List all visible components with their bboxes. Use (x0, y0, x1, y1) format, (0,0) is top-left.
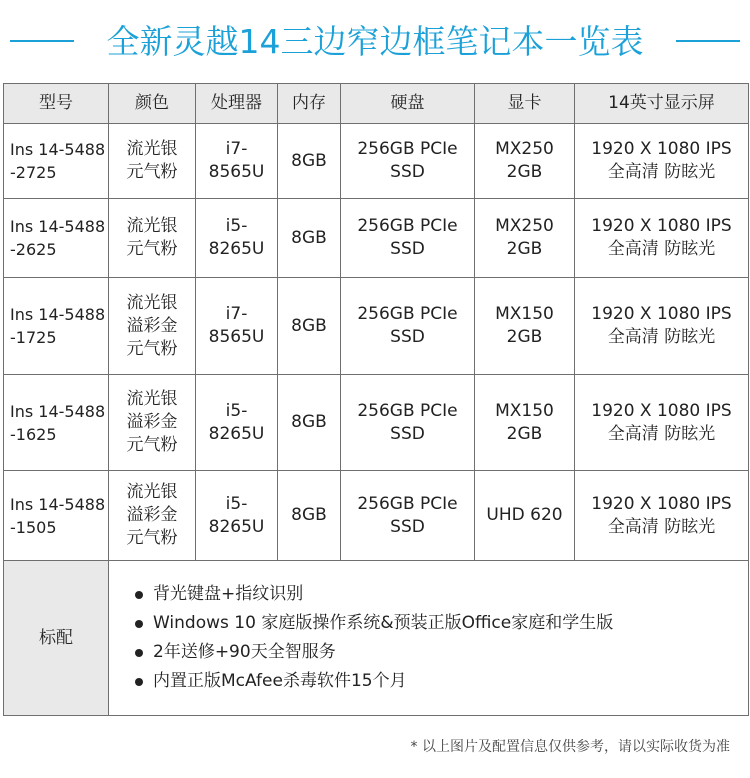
cell-gpu-line: UHD 620 (486, 505, 563, 525)
cell-model (4, 199, 109, 278)
list-item (133, 580, 748, 609)
cell-display-line: 全高清 防眩光 (607, 423, 716, 444)
cell-model-line: Ins 14-5488 (10, 217, 106, 236)
cell-color-line: 元气粉 (126, 435, 178, 455)
cell-gpu (475, 471, 575, 561)
cell-color-line: 流光银 (126, 389, 178, 409)
cell-display (575, 471, 749, 561)
cell-model-line: -2625 (10, 240, 57, 259)
cell-color (109, 199, 196, 278)
cell-cpu (196, 471, 278, 561)
table-row (4, 471, 749, 561)
cell-gpu-line: MX150 (495, 400, 554, 421)
table-row (4, 199, 749, 278)
list-item (133, 638, 748, 667)
spec-table (3, 83, 749, 716)
cell-ram (278, 375, 341, 471)
cell-display (575, 278, 749, 375)
cell-color-line: 流光银 (126, 292, 178, 313)
header-gpu: 显卡 (475, 84, 575, 124)
title-bar (0, 14, 750, 64)
bullet-icon (135, 620, 143, 628)
feature-text: 背光键盘+指纹识别 (153, 584, 304, 604)
footnote: * 以上图片及配置信息仅供参考，请以实际收货为准 (410, 739, 730, 755)
cell-disk-line: 256GB PCIe (357, 400, 458, 421)
cell-disk-line: 256GB PCIe (357, 493, 458, 514)
bullet-icon (135, 678, 143, 686)
cell-color-line: 元气粉 (126, 239, 178, 259)
feature-text: Windows 10 家庭版操作系统&预装正版Office家庭和学生版 (153, 613, 614, 633)
cell-display-line: 1920 X 1080 IPS (591, 216, 732, 236)
feature-text: 2年送修+90天全智服务 (153, 642, 336, 662)
cell-color-line: 流光银 (126, 216, 178, 236)
cell-disk-line: SSD (390, 516, 425, 537)
cell-color-line: 流光银 (126, 139, 178, 159)
list-item (133, 667, 748, 696)
cell-color-line: 元气粉 (126, 338, 178, 359)
cell-cpu-line: 8265U (208, 516, 265, 537)
cell-model (4, 124, 109, 199)
header-model: 型号 (4, 84, 109, 124)
cell-model-line: Ins 14-5488 (10, 305, 106, 324)
table-row (4, 278, 749, 375)
cell-color (109, 278, 196, 375)
cell-cpu-line: i7- (225, 139, 248, 159)
cell-gpu-line: 2GB (506, 327, 543, 347)
cell-disk (341, 124, 475, 199)
cell-display-line: 全高清 防眩光 (607, 516, 716, 537)
bullet-icon (135, 649, 143, 657)
cell-gpu-line: 2GB (506, 239, 543, 259)
cell-disk-line: 256GB PCIe (357, 139, 458, 159)
cell-ram-line: 8GB (291, 505, 327, 525)
header-ram: 内存 (278, 84, 341, 124)
cell-disk (341, 471, 475, 561)
cell-model (4, 375, 109, 471)
title-divider-left (10, 40, 74, 42)
header-display: 14英寸显示屏 (575, 84, 749, 124)
cell-display-line: 1920 X 1080 IPS (591, 400, 732, 421)
feature-text: 内置正版McAfee杀毒软件15个月 (153, 671, 407, 691)
cell-disk-line: SSD (390, 423, 425, 444)
page-title: 全新灵越14三边窄边框笔记本一览表 (106, 22, 644, 61)
standard-label: 标配 (4, 561, 109, 716)
cell-cpu-line: i7- (225, 304, 248, 324)
cell-color-line: 溢彩金 (126, 412, 178, 432)
cell-cpu-line: 8565U (208, 162, 265, 182)
cell-gpu (475, 199, 575, 278)
cell-display (575, 375, 749, 471)
cell-display-line: 1920 X 1080 IPS (591, 139, 732, 159)
cell-cpu-line: i5- (225, 400, 248, 421)
cell-gpu-line: MX150 (495, 304, 554, 324)
cell-display-line: 全高清 防眩光 (607, 327, 716, 347)
cell-disk-line: SSD (390, 162, 425, 182)
table-row (4, 375, 749, 471)
cell-model-line: -2725 (10, 163, 57, 182)
cell-display (575, 199, 749, 278)
cell-gpu (475, 375, 575, 471)
cell-color-line: 流光银 (126, 482, 178, 502)
table-row (4, 124, 749, 199)
cell-cpu-line: 8265U (208, 423, 265, 444)
bullet-icon (135, 591, 143, 599)
cell-ram-line: 8GB (291, 227, 327, 248)
cell-cpu-line: i5- (225, 493, 248, 514)
cell-disk-line: SSD (390, 239, 425, 259)
feature-list (133, 580, 748, 696)
cell-color (109, 375, 196, 471)
cell-cpu-line: 8265U (208, 239, 265, 259)
cell-disk (341, 278, 475, 375)
cell-color-line: 溢彩金 (126, 505, 178, 525)
cell-display (575, 124, 749, 199)
cell-color (109, 124, 196, 199)
cell-model-line: -1625 (10, 424, 57, 444)
cell-disk-line: SSD (390, 327, 425, 347)
cell-cpu (196, 278, 278, 375)
cell-gpu-line: 2GB (506, 162, 543, 182)
cell-ram (278, 471, 341, 561)
list-item (133, 609, 748, 638)
cell-gpu-line: MX250 (495, 139, 554, 159)
cell-model (4, 278, 109, 375)
cell-ram-line: 8GB (291, 315, 327, 336)
cell-display-line: 全高清 防眩光 (607, 239, 716, 259)
cell-disk (341, 375, 475, 471)
cell-ram (278, 278, 341, 375)
cell-gpu (475, 124, 575, 199)
cell-model-line: Ins 14-5488 (10, 401, 106, 421)
cell-ram-line: 8GB (291, 150, 327, 171)
title-divider-right (676, 40, 740, 42)
cell-cpu (196, 375, 278, 471)
cell-ram (278, 124, 341, 199)
cell-model-line: -1725 (10, 328, 57, 347)
cell-color (109, 471, 196, 561)
header-cpu: 处理器 (196, 84, 278, 124)
standard-row (4, 561, 749, 716)
cell-display-line: 1920 X 1080 IPS (591, 304, 732, 324)
cell-model (4, 471, 109, 561)
cell-cpu (196, 199, 278, 278)
cell-ram (278, 199, 341, 278)
cell-disk (341, 199, 475, 278)
cell-color-line: 元气粉 (126, 162, 178, 182)
cell-color-line: 元气粉 (126, 528, 178, 548)
header-color: 颜色 (109, 84, 196, 124)
cell-model-line: Ins 14-5488 (10, 140, 106, 159)
cell-cpu (196, 124, 278, 199)
cell-color-line: 溢彩金 (126, 315, 178, 336)
cell-ram-line: 8GB (291, 412, 327, 432)
standard-content (109, 561, 749, 716)
cell-disk-line: 256GB PCIe (357, 304, 458, 324)
cell-display-line: 全高清 防眩光 (607, 162, 716, 182)
cell-model-line: -1505 (10, 517, 57, 537)
cell-cpu-line: 8565U (208, 327, 265, 347)
header-row (4, 84, 749, 124)
cell-display-line: 1920 X 1080 IPS (591, 493, 732, 514)
cell-gpu (475, 278, 575, 375)
cell-gpu-line: MX250 (495, 216, 554, 236)
cell-gpu-line: 2GB (506, 423, 543, 444)
cell-model-line: Ins 14-5488 (10, 494, 106, 514)
header-disk: 硬盘 (341, 84, 475, 124)
cell-disk-line: 256GB PCIe (357, 216, 458, 236)
cell-cpu-line: i5- (225, 216, 248, 236)
